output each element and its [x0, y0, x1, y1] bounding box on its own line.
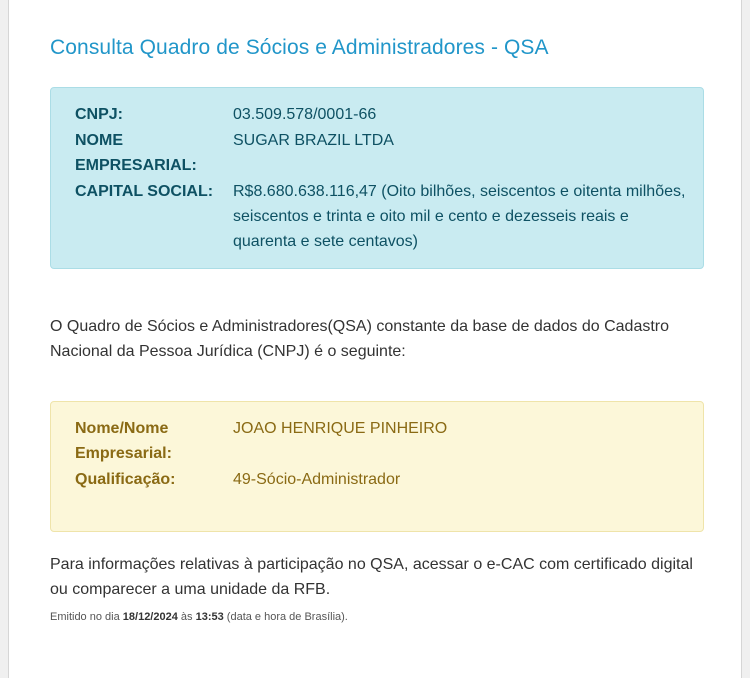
footer-info-text: Para informações relativas à participação no QSA, acessar o e-CAC com certificado digital ou comparecer a uma unidade da RFB.	[50, 556, 693, 598]
emitted-mid: às	[180, 611, 193, 623]
cnpj-value: 03.509.578/0001-66	[233, 106, 377, 123]
emitted-prefix: Emitido no dia	[50, 611, 120, 623]
emitted-date: 18/12/2024	[122, 611, 178, 623]
partner-box	[50, 401, 704, 532]
emitted-suffix: (data e hora de Brasília).	[226, 611, 348, 623]
qsa-card	[8, 0, 742, 678]
company-name-label: NOME EMPRESARIAL:	[75, 132, 197, 174]
emitted-time: 13:53	[195, 611, 224, 623]
company-info-box	[50, 87, 704, 269]
cnpj-label: CNPJ:	[75, 106, 124, 123]
company-name-value: SUGAR BRAZIL LTDA	[233, 132, 394, 149]
emitted-timestamp	[50, 611, 348, 623]
page-title: Consulta Quadro de Sócios e Administradores - QSA	[50, 36, 549, 59]
partner-name-label: Nome/Nome Empresarial:	[75, 420, 172, 462]
capital-value: R$8.680.638.116,47 (Oito bilhões, seiscentos e oitenta milhões, seiscentos e trinta e oito mil e cento e dezesseis reais e quarenta e sete centavos)	[233, 183, 686, 250]
capital-label: CAPITAL SOCIAL:	[75, 183, 214, 200]
partner-role-value: 49-Sócio-Administrador	[233, 471, 401, 488]
partner-name-value: JOAO HENRIQUE PINHEIRO	[233, 420, 448, 437]
intro-text: O Quadro de Sócios e Administradores(QSA) constante da base de dados do Cadastro Nacional da Pessoa Jurídica (CNPJ) é o seguinte:	[50, 318, 670, 360]
partner-role-label: Qualificação:	[75, 471, 176, 488]
